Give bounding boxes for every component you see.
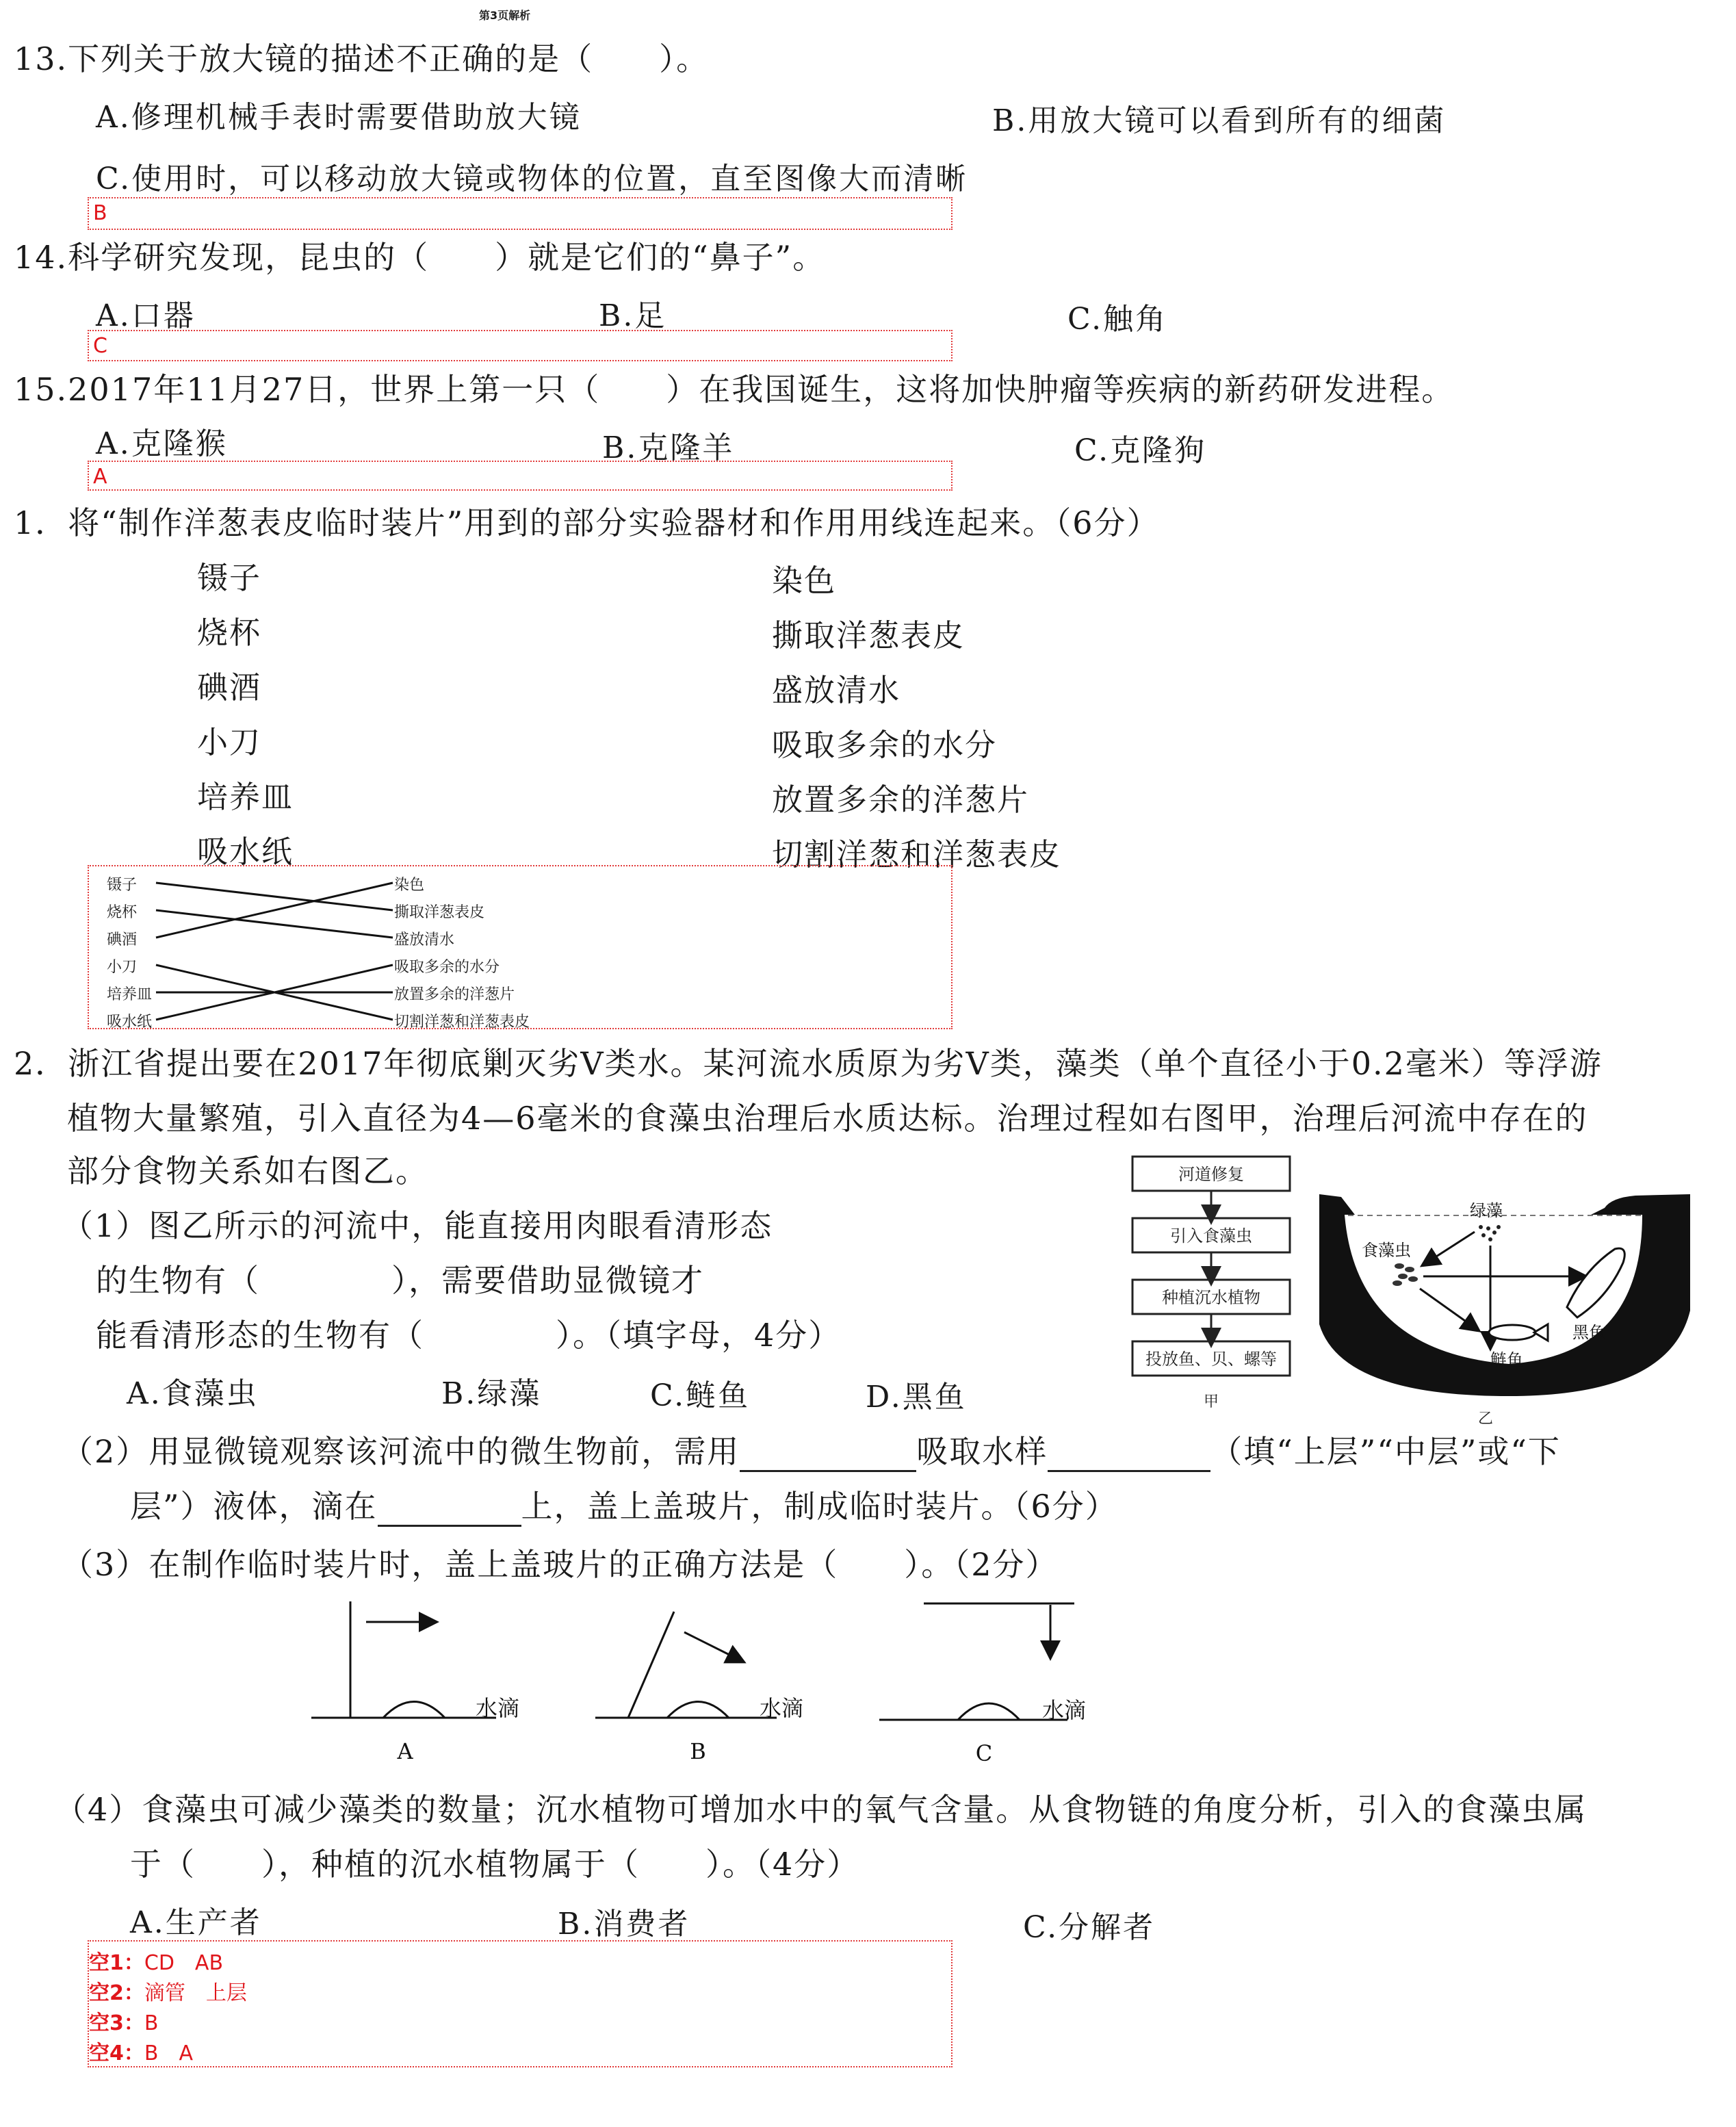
matching-right-item: 吸取多余的水分	[772, 727, 998, 763]
answer-right-item: 放置多余的洋葱片	[394, 986, 515, 1003]
flow-step-3: 种植沉水植物	[1162, 1288, 1260, 1307]
drop-label-c: 水滴	[1042, 1697, 1087, 1723]
silver-carp-icon	[1489, 1325, 1536, 1340]
answer-right-item: 切割洋葱和洋葱表皮	[394, 1014, 530, 1031]
answer-right-item: 染色	[394, 877, 425, 894]
label-black-fish: 黑鱼	[1572, 1323, 1605, 1342]
matching-left-item: 烧杯	[197, 615, 262, 651]
q2-part2-line2	[130, 1482, 1118, 1527]
label-green-algae: 绿藻	[1470, 1201, 1503, 1220]
matching-question-stem: 1．将“制作洋葱表皮临时装片”用到的部分实验器材和作用用线连起来。（6分）	[14, 504, 1160, 541]
method-a-letter: A	[397, 1738, 413, 1764]
q2-part4-line2: 于（ ），种植的沉水植物属于（ ）。（4分）	[130, 1846, 860, 1883]
answer-left-item: 镊子	[107, 877, 138, 894]
q2-part2-line1	[62, 1427, 1561, 1472]
figure-yi-caption: 乙	[1478, 1410, 1494, 1427]
q2-part2-text-c: （填“上层”“中层”或“下	[1210, 1433, 1561, 1470]
answer-13: B	[93, 201, 107, 225]
question-15-stem: 15.2017年11月27日，世界上第一只（ ）在我国诞生，这将加快肿瘤等疾病的新药研发进程。	[14, 371, 1455, 408]
matching-left-item: 碘酒	[197, 669, 262, 706]
answer-blank-4: 空4：B A	[89, 2041, 193, 2065]
matching-line	[156, 883, 393, 938]
matching-right-item: 放置多余的洋葱片	[772, 782, 1030, 818]
q2-part2-text-b: 吸取水样	[916, 1433, 1048, 1470]
answer-box-13	[88, 197, 953, 230]
question-13-option-c: C.使用时，可以移动放大镜或物体的位置，直至图像大而清晰	[96, 162, 968, 196]
blank-slide[interactable]	[378, 1495, 521, 1527]
answer-14: C	[93, 334, 107, 358]
matching-lines	[89, 866, 951, 1028]
matching-left-item: 小刀	[197, 724, 262, 760]
answer-left-item: 吸水纸	[107, 1014, 153, 1031]
q2-intro-line2: 植物大量繁殖，引入直径为4—6毫米的食藻虫治理后水质达标。治理过程如右图甲，治理后河流中存在的	[67, 1100, 1588, 1137]
q2-part1-line1: （1）图乙所示的河流中，能直接用肉眼看清形态	[62, 1207, 773, 1244]
answer-blank-2: 空2：滴管 上层	[89, 1981, 247, 2005]
question-14-option-b: B.足	[599, 298, 667, 333]
q2-part1-option-c: C.鲢鱼	[650, 1378, 751, 1413]
label-silver-carp: 鲢鱼	[1490, 1350, 1523, 1369]
matching-left-item: 镊子	[197, 560, 262, 596]
answer-left-item: 碘酒	[107, 931, 138, 949]
flow-step-2: 引入食藻虫	[1170, 1226, 1252, 1246]
blank-layer[interactable]	[1048, 1440, 1210, 1472]
drop-label-b: 水滴	[760, 1695, 804, 1721]
answer-blank-1: 空1：CD AB	[89, 1951, 224, 1975]
q2-part1-option-b: B.绿藻	[441, 1376, 542, 1411]
figure-jia-flowchart	[1122, 1153, 1300, 1420]
label-algae-eater: 食藻虫	[1362, 1241, 1411, 1260]
answer-left-item: 培养皿	[107, 986, 153, 1003]
matching-line	[156, 910, 393, 938]
drop-label-a: 水滴	[476, 1695, 520, 1721]
answer-15: A	[93, 465, 107, 489]
answer-box-15	[88, 461, 953, 491]
matching-right-item: 盛放清水	[772, 672, 901, 708]
q2-part1-line3: 能看清形态的生物有（ ）。（填字母，4分）	[96, 1317, 842, 1354]
method-c-letter: C	[975, 1740, 993, 1766]
flow-step-4: 投放鱼、贝、螺等	[1145, 1350, 1277, 1369]
q2-part3-stem: （3）在制作临时装片时，盖上盖玻片的正确方法是（ ）。（2分）	[62, 1546, 1059, 1583]
q2-part1-option-a: A.食藻虫	[127, 1376, 259, 1411]
matching-left-item: 吸水纸	[197, 834, 294, 870]
question-15-option-c: C.克隆狗	[1074, 433, 1207, 468]
page-header: 第3页解析	[479, 9, 531, 22]
flow-step-1: 河道修复	[1178, 1165, 1244, 1184]
coverslip-methods-figure	[301, 1591, 1122, 1769]
q2-part4-line1: （4）食藻虫可减少藻类的数量；沉水植物可增加水中的氧气含量。从食物链的角度分析，引入的食藻虫属	[55, 1791, 1588, 1828]
answer-blank-3: 空3：B	[89, 2011, 159, 2035]
q2-part4-option-c: C.分解者	[1023, 1910, 1156, 1945]
question-15-option-a: A.克隆猴	[96, 426, 228, 461]
matching-right-item: 撕取洋葱表皮	[772, 617, 966, 654]
method-b-letter: B	[690, 1738, 706, 1764]
answer-box-14	[88, 330, 953, 361]
matching-line	[156, 883, 393, 910]
answer-right-item: 撕取洋葱表皮	[394, 904, 485, 921]
answer-right-item: 吸取多余的水分	[394, 959, 500, 976]
question-13-stem: 13.下列关于放大镜的描述不正确的是（ ）。	[14, 40, 710, 77]
matching-right-item: 切割洋葱和洋葱表皮	[772, 836, 1062, 873]
figure-yi-river	[1314, 1187, 1704, 1427]
blank-tool[interactable]	[740, 1440, 916, 1472]
matching-right-item: 染色	[772, 563, 837, 599]
matching-left-item: 培养皿	[197, 779, 294, 815]
question-14-option-c: C.触角	[1067, 302, 1168, 337]
answer-left-item: 小刀	[107, 959, 138, 976]
q2-part4-option-b: B.消费者	[558, 1907, 690, 1942]
answer-right-item: 盛放清水	[394, 931, 455, 949]
question-14-stem: 14.科学研究发现，昆虫的（ ）就是它们的“鼻子”。	[14, 239, 826, 276]
question-13-option-a: A.修理机械手表时需要借助放大镜	[96, 100, 582, 135]
q2-part1-line2: 的生物有（ ），需要借助显微镜才	[96, 1262, 704, 1299]
q2-intro-line3: 部分食物关系如右图乙。	[67, 1152, 428, 1189]
matching-answer-box	[88, 865, 953, 1029]
q2-part1-option-d: D.黑鱼	[866, 1380, 967, 1415]
q2-part2-text-d: 层”）液体，滴在	[130, 1488, 378, 1525]
question-14-option-a: A.口器	[96, 298, 196, 333]
q2-part2-text-e: 上，盖上盖玻片，制成临时装片。（6分）	[521, 1488, 1118, 1525]
question-15-option-b: B.克隆羊	[602, 430, 735, 465]
q2-part4-option-a: A.生产者	[130, 1905, 262, 1940]
q2-part2-text-a: （2）用显微镜观察该河流中的微生物前，需用	[62, 1433, 740, 1470]
question-13-option-b: B.用放大镜可以看到所有的细菌	[992, 103, 1447, 138]
answer-left-item: 烧杯	[107, 904, 138, 921]
q2-intro-line1: 2．浙江省提出要在2017年彻底剿灭劣Ⅴ类水。某河流水质原为劣Ⅴ类，藻类（单个直径小于0.2毫米）等浮游	[14, 1045, 1603, 1082]
figure-jia-caption: 甲	[1203, 1393, 1219, 1410]
